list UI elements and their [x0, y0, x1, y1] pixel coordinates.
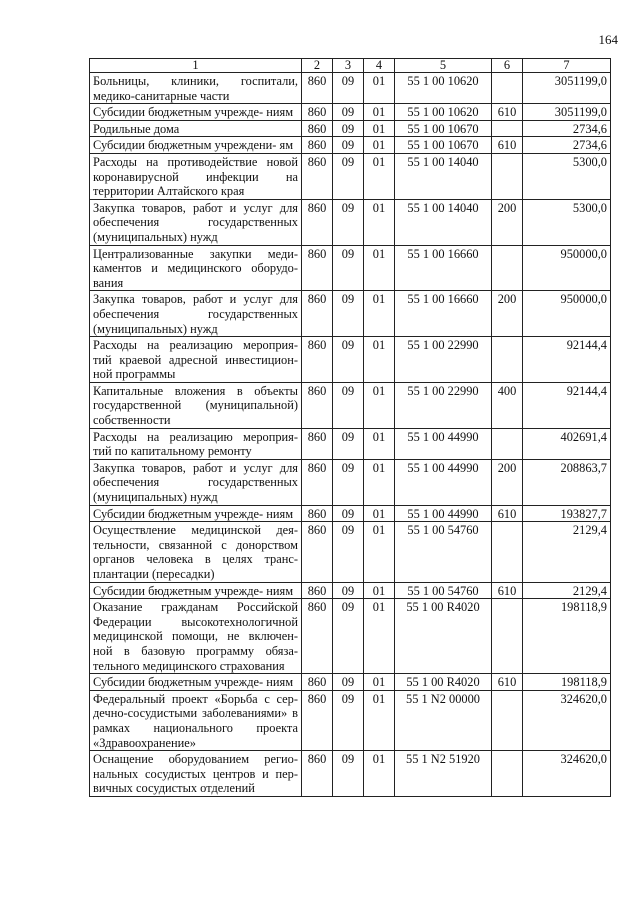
expense-type-code: 200	[492, 459, 523, 505]
target-article-code: 55 1 00 R4020	[395, 599, 492, 674]
ministry-code: 860	[302, 120, 333, 137]
column-number: 4	[364, 59, 395, 73]
expense-name: Субсидии бюджетным учрежде- ниям	[90, 104, 302, 121]
table-row	[90, 104, 611, 121]
target-article-code: 55 1 00 16660	[395, 291, 492, 337]
target-article-code: 55 1 00 22990	[395, 337, 492, 383]
section-code: 09	[333, 104, 364, 121]
table-row	[90, 751, 611, 797]
table-row	[90, 73, 611, 104]
expense-type-code: 610	[492, 674, 523, 691]
expense-name: Субсидии бюджетным учреждени- ям	[90, 137, 302, 154]
target-article-code: 55 1 00 22990	[395, 382, 492, 428]
expense-name: Расходы на реализацию мероприя- тий краевой адресной инвестицион- ной программы	[90, 337, 302, 383]
amount: 3051199,0	[523, 104, 611, 121]
expense-type-code	[492, 428, 523, 459]
expense-type-code: 200	[492, 291, 523, 337]
expense-name: Оказание гражданам Российской Федерации высокотехнологичной медицинской помощи, не включен- ной в базовую программу обяза- тельного медицинского страхования	[90, 599, 302, 674]
target-article-code: 55 1 00 44990	[395, 428, 492, 459]
amount: 5300,0	[523, 153, 611, 199]
table-row	[90, 382, 611, 428]
expense-type-code	[492, 73, 523, 104]
target-article-code: 55 1 00 54760	[395, 522, 492, 582]
target-article-code: 55 1 00 10620	[395, 104, 492, 121]
subsection-code: 01	[364, 599, 395, 674]
subsection-code: 01	[364, 751, 395, 797]
target-article-code: 55 1 00 10670	[395, 137, 492, 154]
target-article-code: 55 1 N2 51920	[395, 751, 492, 797]
ministry-code: 860	[302, 104, 333, 121]
expense-type-code: 610	[492, 582, 523, 599]
table-row	[90, 599, 611, 674]
expense-name: Оснащение оборудованием регио- нальных сосудистых центров и пер- вичных сосудистых отделений	[90, 751, 302, 797]
section-code: 09	[333, 459, 364, 505]
subsection-code: 01	[364, 690, 395, 750]
column-number: 5	[395, 59, 492, 73]
expense-name: Федеральный проект «Борьба с сер- дечно-сосудистыми заболеваниями» в рамках национального проекта «Здравоохранение»	[90, 690, 302, 750]
table-row	[90, 291, 611, 337]
ministry-code: 860	[302, 751, 333, 797]
section-code: 09	[333, 120, 364, 137]
ministry-code: 860	[302, 73, 333, 104]
expense-name: Субсидии бюджетным учрежде- ниям	[90, 582, 302, 599]
page-number: 164	[598, 32, 618, 47]
ministry-code: 860	[302, 382, 333, 428]
ministry-code: 860	[302, 459, 333, 505]
ministry-code: 860	[302, 137, 333, 154]
ministry-code: 860	[302, 291, 333, 337]
target-article-code: 55 1 00 16660	[395, 245, 492, 291]
amount: 193827,7	[523, 505, 611, 522]
table-row	[90, 505, 611, 522]
expense-type-code	[492, 120, 523, 137]
subsection-code: 01	[364, 505, 395, 522]
expense-type-code: 610	[492, 104, 523, 121]
amount: 208863,7	[523, 459, 611, 505]
table-row	[90, 522, 611, 582]
expense-type-code	[492, 337, 523, 383]
target-article-code: 55 1 00 14040	[395, 199, 492, 245]
expense-type-code	[492, 751, 523, 797]
section-code: 09	[333, 337, 364, 383]
amount: 92144,4	[523, 382, 611, 428]
expense-name: Родильные дома	[90, 120, 302, 137]
expense-name: Расходы на реализацию мероприя- тий по капитальному ремонту	[90, 428, 302, 459]
subsection-code: 01	[364, 337, 395, 383]
subsection-code: 01	[364, 120, 395, 137]
table-row	[90, 690, 611, 750]
target-article-code: 55 1 00 10620	[395, 73, 492, 104]
section-code: 09	[333, 599, 364, 674]
ministry-code: 860	[302, 674, 333, 691]
amount: 324620,0	[523, 690, 611, 750]
section-code: 09	[333, 382, 364, 428]
section-code: 09	[333, 505, 364, 522]
budget-table	[89, 58, 611, 797]
amount: 402691,4	[523, 428, 611, 459]
ministry-code: 860	[302, 582, 333, 599]
expense-type-code: 200	[492, 199, 523, 245]
amount: 3051199,0	[523, 73, 611, 104]
table-row	[90, 674, 611, 691]
subsection-code: 01	[364, 291, 395, 337]
table-row	[90, 582, 611, 599]
subsection-code: 01	[364, 382, 395, 428]
expense-type-code	[492, 245, 523, 291]
subsection-code: 01	[364, 428, 395, 459]
ministry-code: 860	[302, 690, 333, 750]
section-code: 09	[333, 137, 364, 154]
column-number: 3	[333, 59, 364, 73]
ministry-code: 860	[302, 199, 333, 245]
section-code: 09	[333, 751, 364, 797]
target-article-code: 55 1 00 54760	[395, 582, 492, 599]
target-article-code: 55 1 N2 00000	[395, 690, 492, 750]
column-number: 2	[302, 59, 333, 73]
table-row	[90, 337, 611, 383]
expense-type-code	[492, 599, 523, 674]
amount: 950000,0	[523, 291, 611, 337]
target-article-code: 55 1 00 R4020	[395, 674, 492, 691]
amount: 950000,0	[523, 245, 611, 291]
expense-type-code: 400	[492, 382, 523, 428]
section-code: 09	[333, 582, 364, 599]
section-code: 09	[333, 291, 364, 337]
expense-type-code: 610	[492, 505, 523, 522]
column-number: 6	[492, 59, 523, 73]
target-article-code: 55 1 00 44990	[395, 459, 492, 505]
subsection-code: 01	[364, 582, 395, 599]
amount: 198118,9	[523, 599, 611, 674]
target-article-code: 55 1 00 10670	[395, 120, 492, 137]
subsection-code: 01	[364, 459, 395, 505]
amount: 2129,4	[523, 582, 611, 599]
section-code: 09	[333, 199, 364, 245]
ministry-code: 860	[302, 153, 333, 199]
subsection-code: 01	[364, 522, 395, 582]
subsection-code: 01	[364, 245, 395, 291]
expense-name: Больницы, клиники, госпитали, медико-санитарные части	[90, 73, 302, 104]
target-article-code: 55 1 00 14040	[395, 153, 492, 199]
table-row	[90, 245, 611, 291]
target-article-code: 55 1 00 44990	[395, 505, 492, 522]
ministry-code: 860	[302, 245, 333, 291]
expense-name: Закупка товаров, работ и услуг для обеспечения государственных (муниципальных) нужд	[90, 459, 302, 505]
ministry-code: 860	[302, 337, 333, 383]
expense-name: Закупка товаров, работ и услуг для обеспечения государственных (муниципальных) нужд	[90, 291, 302, 337]
expense-type-code: 610	[492, 137, 523, 154]
expense-name: Субсидии бюджетным учрежде- ниям	[90, 505, 302, 522]
subsection-code: 01	[364, 674, 395, 691]
section-code: 09	[333, 73, 364, 104]
column-number-row	[90, 59, 611, 73]
ministry-code: 860	[302, 505, 333, 522]
expense-name: Расходы на противодействие новой коронавирусной инфекции на территории Алтайского края	[90, 153, 302, 199]
expense-name: Централизованные закупки меди- каментов и медицинского оборудо- вания	[90, 245, 302, 291]
column-number: 7	[523, 59, 611, 73]
amount: 2734,6	[523, 120, 611, 137]
amount: 5300,0	[523, 199, 611, 245]
section-code: 09	[333, 674, 364, 691]
subsection-code: 01	[364, 104, 395, 121]
amount: 2129,4	[523, 522, 611, 582]
column-number: 1	[90, 59, 302, 73]
amount: 324620,0	[523, 751, 611, 797]
table-row	[90, 120, 611, 137]
section-code: 09	[333, 690, 364, 750]
subsection-code: 01	[364, 73, 395, 104]
section-code: 09	[333, 245, 364, 291]
expense-type-code	[492, 522, 523, 582]
amount: 92144,4	[523, 337, 611, 383]
expense-name: Осуществление медицинской дея- тельности, связанной с донорством органов человека в целях транс- плантации (пересадки)	[90, 522, 302, 582]
table-row	[90, 137, 611, 154]
section-code: 09	[333, 428, 364, 459]
amount: 198118,9	[523, 674, 611, 691]
expense-name: Капитальные вложения в объекты государственной (муниципальной) собственности	[90, 382, 302, 428]
ministry-code: 860	[302, 599, 333, 674]
table-row	[90, 153, 611, 199]
expense-name: Закупка товаров, работ и услуг для обеспечения государственных (муниципальных) нужд	[90, 199, 302, 245]
table-row	[90, 199, 611, 245]
subsection-code: 01	[364, 199, 395, 245]
section-code: 09	[333, 522, 364, 582]
section-code: 09	[333, 153, 364, 199]
ministry-code: 860	[302, 522, 333, 582]
subsection-code: 01	[364, 153, 395, 199]
ministry-code: 860	[302, 428, 333, 459]
subsection-code: 01	[364, 137, 395, 154]
table-row	[90, 459, 611, 505]
amount: 2734,6	[523, 137, 611, 154]
expense-type-code	[492, 153, 523, 199]
expense-type-code	[492, 690, 523, 750]
table-row	[90, 428, 611, 459]
expense-name: Субсидии бюджетным учрежде- ниям	[90, 674, 302, 691]
